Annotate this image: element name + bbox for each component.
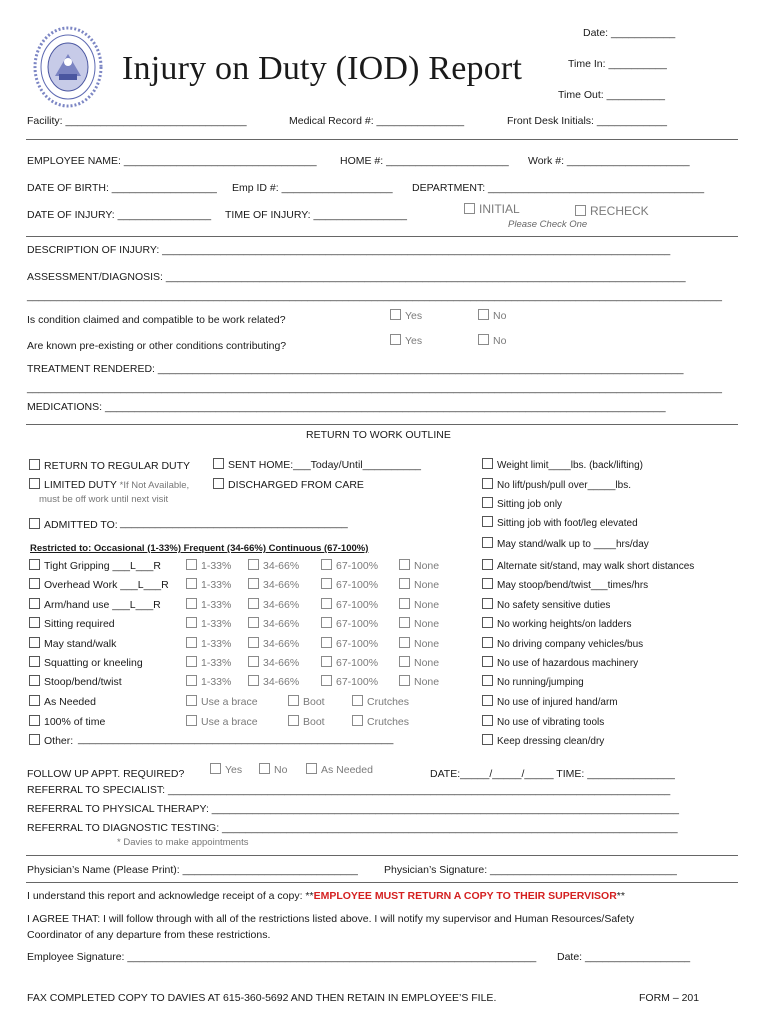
frequency-option-p3[interactable]: 67-100% — [321, 598, 378, 611]
agreement-line-2: Coordinator of any departure from these restrictions. — [27, 929, 271, 941]
checkbox-icon — [288, 695, 299, 706]
preexisting-no[interactable]: No — [478, 334, 506, 347]
checkbox-icon — [399, 578, 410, 589]
restriction-option-checkbox[interactable]: Sitting job only — [482, 497, 562, 510]
checkbox-icon — [248, 637, 259, 648]
checkbox-icon — [29, 675, 40, 686]
frequency-option-p2[interactable]: 34-66% — [248, 675, 299, 688]
date-field[interactable]: Date: ___________ — [583, 27, 676, 39]
checkbox-icon — [390, 334, 401, 345]
as-needed-crutches[interactable]: Crutches — [352, 695, 409, 708]
checkbox-icon — [213, 478, 224, 489]
davies-note: * Davies to make appointments — [117, 837, 249, 848]
emp-id-field[interactable]: Emp ID #: ___________________ — [232, 182, 393, 194]
physician-signature-field[interactable]: Physician’s Signature: ________________________________ — [384, 864, 677, 876]
frequency-option-p2[interactable]: 34-66% — [248, 598, 299, 611]
checkbox-icon — [288, 715, 299, 726]
restriction-row-checkbox[interactable]: Stoop/bend/twist — [29, 675, 122, 688]
return-copy-warning: EMPLOYEE MUST RETURN A COPY TO THEIR SUPERVISOR — [313, 890, 617, 902]
checkbox-icon — [29, 598, 40, 609]
admitted-checkbox[interactable]: ADMITTED TO: — [29, 518, 118, 531]
checkbox-icon — [482, 695, 493, 706]
checkbox-icon — [399, 617, 410, 628]
checkbox-icon — [352, 715, 363, 726]
checkbox-icon — [352, 695, 363, 706]
full-time-crutches[interactable]: Crutches — [352, 715, 409, 728]
checkbox-icon — [478, 334, 489, 345]
home-phone-field[interactable]: HOME #: _____________________ — [340, 155, 509, 167]
front-desk-initials-field[interactable]: Front Desk Initials: ____________ — [507, 115, 667, 127]
checkbox-icon — [29, 559, 40, 570]
initial-checkbox[interactable] — [464, 202, 520, 216]
restriction-row-checkbox[interactable]: Tight Gripping ___L___R — [29, 559, 161, 572]
restriction-option-checkbox[interactable]: No use of vibrating tools — [482, 715, 604, 728]
acknowledgement: I understand this report and acknowledge receipt of a copy: **EMPLOYEE MUST RETURN A COPY TO THEIR SUPERVISOR** — [27, 890, 625, 902]
frequency-option-p1[interactable]: 1-33% — [186, 559, 231, 572]
checkbox-icon — [575, 205, 586, 216]
frequency-option-none[interactable]: None — [399, 598, 439, 611]
checkbox-icon — [321, 637, 332, 648]
followup-yes[interactable]: Yes — [210, 763, 242, 776]
checkbox-icon — [482, 516, 493, 527]
checkbox-icon — [321, 559, 332, 570]
checkbox-icon — [321, 578, 332, 589]
checkbox-icon — [248, 578, 259, 589]
restriction-row-checkbox[interactable]: May stand/walk — [29, 637, 116, 650]
checkbox-icon — [186, 695, 197, 706]
restriction-row-checkbox[interactable]: Overhead Work ___L___R — [29, 578, 169, 591]
full-time-boot[interactable]: Boot — [288, 715, 325, 728]
checkbox-icon — [186, 578, 197, 589]
other-checkbox[interactable]: Other: — [29, 734, 73, 747]
checkbox-icon — [29, 518, 40, 529]
checkbox-icon — [321, 675, 332, 686]
checkbox-icon — [464, 203, 475, 214]
physician-name-field[interactable]: Physician’s Name (Please Print): ______________________________ — [27, 864, 358, 876]
frequency-option-p2[interactable]: 34-66% — [248, 656, 299, 669]
referral-diagnostic[interactable]: REFERRAL TO DIAGNOSTIC TESTING: ______________________________________________________________________________ — [27, 822, 678, 834]
admitted-line[interactable]: _______________________________________ — [120, 517, 348, 529]
restriction-row-checkbox[interactable]: Arm/hand use ___L___R — [29, 598, 161, 611]
followup-as-needed[interactable]: As Needed — [306, 763, 373, 776]
diagnosis-line-2[interactable]: _______________________________________________________________________________________________________________________ — [27, 290, 722, 302]
frequency-option-p1[interactable]: 1-33% — [186, 598, 231, 611]
checkbox-icon — [186, 559, 197, 570]
restriction-option-checkbox[interactable]: No use of injured hand/arm — [482, 695, 618, 708]
checkbox-icon — [186, 656, 197, 667]
full-time-brace[interactable]: Use a brace — [186, 715, 258, 728]
restriction-option-checkbox[interactable]: Weight limit____lbs. (back/lifting) — [482, 458, 643, 471]
checkbox-icon — [482, 656, 493, 667]
divider — [26, 882, 738, 883]
frequency-option-p1[interactable]: 1-33% — [186, 578, 231, 591]
checkbox-icon — [248, 656, 259, 667]
frequency-option-p3[interactable]: 67-100% — [321, 675, 378, 688]
city-seal-logo — [33, 26, 103, 108]
divider — [26, 855, 738, 856]
checkbox-icon — [186, 617, 197, 628]
agreement-line-1: I AGREE THAT: I will follow through with all of the restrictions listed above. I will notify my supervisor and Human Resources/Safety — [27, 913, 635, 925]
frequency-option-none[interactable]: None — [399, 637, 439, 650]
checkbox-icon — [482, 559, 493, 570]
checkbox-icon — [248, 675, 259, 686]
question-work-related: Is condition claimed and compatible to be work related? — [27, 314, 286, 326]
referral-specialist[interactable]: REFERRAL TO SPECIALIST: ______________________________________________________________________________________ — [27, 784, 671, 796]
form-number: FORM – 201 — [639, 992, 700, 1004]
return-regular-duty-checkbox[interactable]: RETURN TO REGULAR DUTY — [29, 459, 190, 472]
frequency-option-p2[interactable]: 34-66% — [248, 617, 299, 630]
date-of-injury-field[interactable]: DATE OF INJURY: ________________ — [27, 209, 212, 221]
checkbox-icon — [29, 459, 40, 470]
restriction-option-checkbox[interactable]: May stoop/bend/twist___times/hrs — [482, 578, 648, 591]
referral-pt[interactable]: REFERRAL TO PHYSICAL THERAPY: ________________________________________________________________________________ — [27, 803, 679, 815]
as-needed-boot[interactable]: Boot — [288, 695, 325, 708]
department-field[interactable]: DEPARTMENT: _____________________________________ — [412, 182, 705, 194]
restriction-option-checkbox[interactable]: No safety sensitive duties — [482, 598, 610, 611]
checkbox-icon — [29, 734, 40, 745]
restriction-option-checkbox[interactable]: May stand/walk up to ____hrs/day — [482, 537, 649, 550]
restriction-option-checkbox[interactable]: Alternate sit/stand, may walk short distances — [482, 559, 694, 572]
restriction-option-checkbox[interactable]: No driving company vehicles/bus — [482, 637, 643, 650]
as-needed-brace[interactable]: Use a brace — [186, 695, 258, 708]
frequency-option-p3[interactable]: 67-100% — [321, 656, 378, 669]
frequency-option-p1[interactable]: 1-33% — [186, 656, 231, 669]
checkbox-icon — [248, 559, 259, 570]
followup-label: FOLLOW UP APPT. REQUIRED? — [27, 768, 185, 780]
frequency-option-none[interactable]: None — [399, 578, 439, 591]
work-related-yes[interactable]: Yes — [390, 309, 422, 322]
frequency-option-p3[interactable]: 67-100% — [321, 637, 378, 650]
checkbox-icon — [29, 715, 40, 726]
checkbox-icon — [186, 637, 197, 648]
checkbox-icon — [29, 637, 40, 648]
time-out-field[interactable]: Time Out: __________ — [558, 89, 666, 101]
as-needed-checkbox[interactable]: As Needed — [29, 695, 96, 708]
time-of-injury-field[interactable]: TIME OF INJURY: ________________ — [225, 209, 407, 221]
checkbox-icon — [306, 763, 317, 774]
checkbox-icon — [482, 598, 493, 609]
checkbox-icon — [399, 637, 410, 648]
frequency-option-p3[interactable]: 67-100% — [321, 559, 378, 572]
frequency-option-p1[interactable]: 1-33% — [186, 637, 231, 650]
work-phone-field[interactable]: Work #: _____________________ — [528, 155, 690, 167]
checkbox-icon — [482, 478, 493, 489]
checkbox-icon — [29, 695, 40, 706]
sent-home-checkbox[interactable]: SENT HOME:___Today/Until__________ — [213, 458, 421, 471]
treatment-field[interactable]: TREATMENT RENDERED: __________________________________________________________________________________________ — [27, 363, 684, 375]
checkbox-icon — [213, 458, 224, 469]
checkbox-icon — [259, 763, 270, 774]
checkbox-icon — [29, 578, 40, 589]
work-related-no[interactable]: No — [478, 309, 506, 322]
checkbox-icon — [29, 656, 40, 667]
description-field[interactable]: DESCRIPTION OF INJURY: _______________________________________________________________________________________ — [27, 244, 671, 256]
checkbox-icon — [248, 617, 259, 628]
checkbox-icon — [29, 617, 40, 628]
checkbox-icon — [321, 617, 332, 628]
treatment-line-2[interactable]: _______________________________________________________________________________________________________________________ — [27, 382, 722, 394]
frequency-option-p3[interactable]: 67-100% — [321, 578, 378, 591]
checkbox-icon — [186, 675, 197, 686]
checkbox-icon — [482, 578, 493, 589]
checkbox-icon — [482, 497, 493, 508]
frequency-option-p1[interactable]: 1-33% — [186, 617, 231, 630]
checkbox-icon — [399, 559, 410, 570]
frequency-option-p2[interactable]: 34-66% — [248, 637, 299, 650]
frequency-option-none[interactable]: None — [399, 656, 439, 669]
checkbox-icon — [482, 458, 493, 469]
limited-duty-checkbox[interactable]: LIMITED DUTY *If Not Available, — [29, 478, 189, 491]
dob-field[interactable]: DATE OF BIRTH: __________________ — [27, 182, 217, 194]
restriction-row-checkbox[interactable]: Sitting required — [29, 617, 115, 630]
checkbox-icon — [482, 617, 493, 628]
checkbox-icon — [478, 309, 489, 320]
facility-field[interactable]: Facility: _______________________________ — [27, 115, 247, 127]
restriction-option-checkbox[interactable]: Keep dressing clean/dry — [482, 734, 604, 747]
divider — [26, 424, 738, 425]
frequency-option-p3[interactable]: 67-100% — [321, 617, 378, 630]
restriction-row-checkbox[interactable]: Squatting or kneeling — [29, 656, 143, 669]
divider — [26, 139, 738, 140]
checkbox-icon — [321, 656, 332, 667]
checkbox-icon — [321, 598, 332, 609]
limited-duty-note: must be off work until next visit — [39, 494, 169, 505]
employee-signature-field[interactable]: Employee Signature: ______________________________________________________________________ — [27, 951, 537, 963]
frequency-option-p2[interactable]: 34-66% — [248, 559, 299, 572]
checkbox-icon — [482, 715, 493, 726]
restriction-option-checkbox[interactable]: No lift/push/pull over_____lbs. — [482, 478, 631, 491]
checkbox-icon — [399, 598, 410, 609]
full-time-checkbox[interactable]: 100% of time — [29, 715, 105, 728]
discharged-checkbox[interactable]: DISCHARGED FROM CARE — [213, 478, 364, 491]
diagnosis-field[interactable]: ASSESSMENT/DIAGNOSIS: _________________________________________________________________________________________ — [27, 271, 686, 283]
followup-date-time[interactable]: DATE:_____/_____/_____ TIME: _______________ — [430, 768, 675, 780]
restriction-option-checkbox[interactable]: Sitting job with foot/leg elevated — [482, 516, 638, 529]
checkbox-icon — [186, 715, 197, 726]
restriction-option-checkbox[interactable]: No running/jumping — [482, 675, 584, 688]
recheck-checkbox[interactable] — [575, 204, 649, 218]
checkbox-icon — [482, 675, 493, 686]
restricted-header: Restricted to: Occasional (1-33%) Frequent (34-66%) Continuous (67-100%) — [30, 543, 369, 554]
medications-field[interactable]: MEDICATIONS: ________________________________________________________________________________________________ — [27, 401, 666, 413]
checkbox-icon — [482, 734, 493, 745]
frequency-option-p1[interactable]: 1-33% — [186, 675, 231, 688]
frequency-option-none[interactable]: None — [399, 675, 439, 688]
divider — [26, 236, 738, 237]
restriction-option-checkbox[interactable]: No use of hazardous machinery — [482, 656, 638, 669]
checkbox-icon — [482, 637, 493, 648]
question-preexisting: Are known pre-existing or other conditions contributing? — [27, 340, 287, 352]
checkbox-icon — [399, 675, 410, 686]
medical-record-field[interactable]: Medical Record #: _______________ — [289, 115, 465, 127]
frequency-option-p2[interactable]: 34-66% — [248, 578, 299, 591]
checkbox-icon — [29, 478, 40, 489]
fax-instructions: FAX COMPLETED COPY TO DAVIES AT 615-360-5692 AND THEN RETAIN IN EMPLOYEE’S FILE. — [27, 992, 497, 1004]
please-check-one-hint: Please Check One — [508, 219, 588, 230]
checkbox-icon — [399, 656, 410, 667]
checkbox-icon — [482, 537, 493, 548]
page-title: Injury on Duty (IOD) Report — [122, 50, 523, 87]
rtw-title: RETURN TO WORK OUTLINE — [306, 429, 451, 441]
frequency-option-none[interactable]: None — [399, 559, 439, 572]
recheck-label: RECHECK — [590, 204, 649, 218]
checkbox-icon — [390, 309, 401, 320]
frequency-option-none[interactable]: None — [399, 617, 439, 630]
preexisting-yes[interactable]: Yes — [390, 334, 422, 347]
checkbox-icon — [210, 763, 221, 774]
employee-name-field[interactable]: EMPLOYEE NAME: _________________________________ — [27, 155, 317, 167]
employee-date-field[interactable]: Date: __________________ — [557, 951, 691, 963]
checkbox-icon — [248, 598, 259, 609]
checkbox-icon — [186, 598, 197, 609]
restriction-option-checkbox[interactable]: No working heights/on ladders — [482, 617, 632, 630]
other-line[interactable]: ______________________________________________________ — [78, 733, 394, 745]
initial-label: INITIAL — [479, 202, 520, 216]
followup-no[interactable]: No — [259, 763, 287, 776]
time-in-field[interactable]: Time In: __________ — [568, 58, 667, 70]
